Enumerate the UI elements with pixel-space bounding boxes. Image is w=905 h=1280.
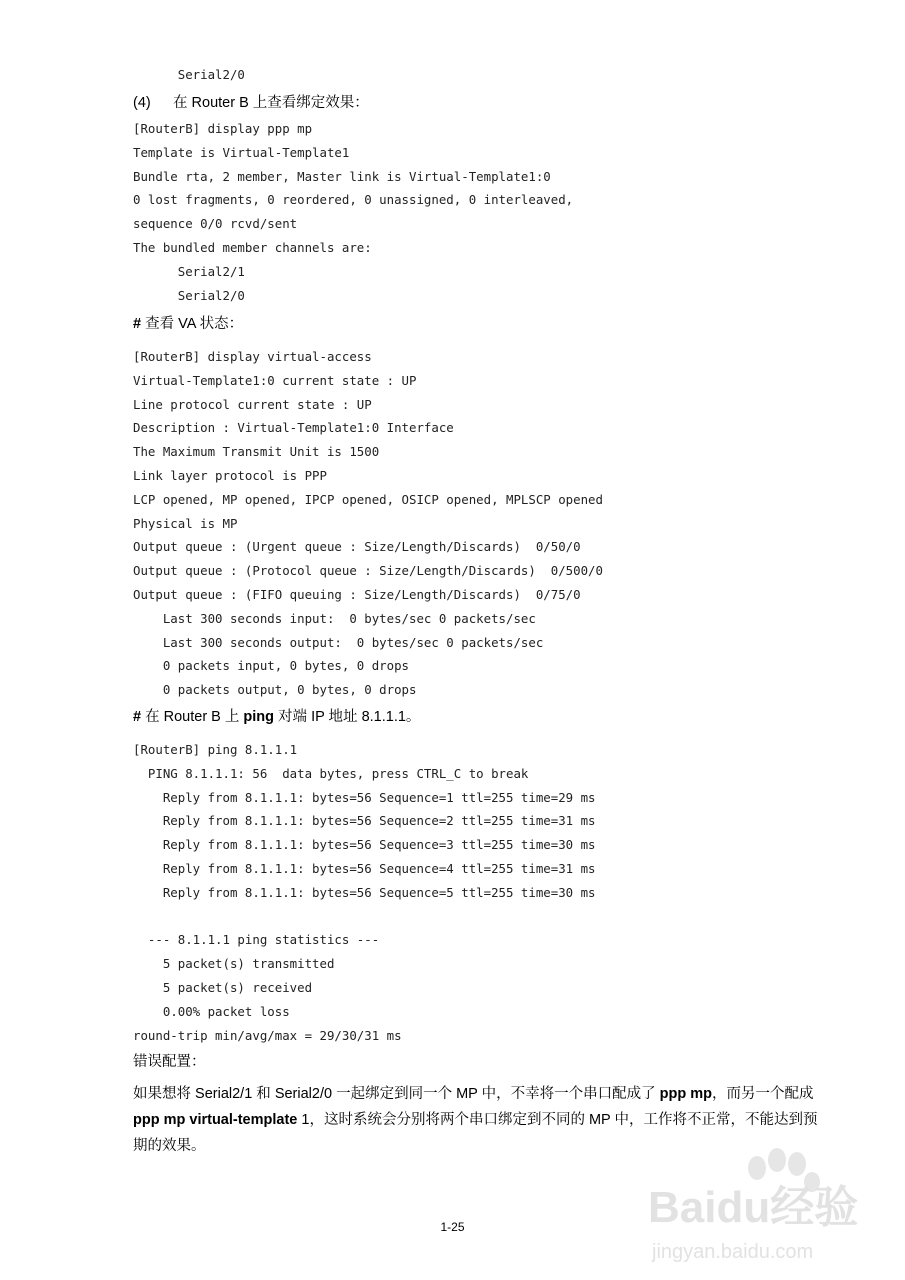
heading-ping-post: 对端 IP 地址 8.1.1.1。 — [274, 709, 421, 725]
code-line: [RouterB] display virtual-access — [133, 349, 372, 364]
code-line: Serial2/1 — [133, 263, 245, 279]
code-line: Output queue : (FIFO queuing : Size/Length/Discards) 0/75/0 — [133, 587, 581, 602]
error-text-1: 如果想将 Serial2/1 和 Serial2/0 一起绑定到同一个 MP 中，不幸将一个串口配成了 — [133, 1086, 660, 1102]
code-line: The Maximum Transmit Unit is 1500 — [133, 444, 380, 460]
heading-ping — [133, 707, 420, 727]
code-line: PING 8.1.1.1: 56 data bytes, press CTRL_C to break — [133, 765, 529, 781]
step-number: (4) — [133, 95, 151, 111]
code-line: Last 300 seconds input: 0 bytes/sec 0 packets/sec — [133, 610, 536, 626]
watermark-logo: Baidu经验 — [648, 1183, 859, 1232]
step-4-heading — [133, 93, 369, 113]
code-line: Serial2/0 — [133, 287, 245, 303]
step-router: Router B — [191, 95, 249, 111]
heading-va-text: 查看 VA 状态： — [141, 316, 244, 332]
code-line: Physical is MP — [133, 515, 238, 531]
code-line: Description : Virtual-Template1:0 Interface — [133, 420, 454, 436]
code-line: Reply from 8.1.1.1: bytes=56 Sequence=2 ttl=255 time=31 ms — [133, 813, 596, 829]
code-line: round-trip min/avg/max = 29/30/31 ms — [133, 1027, 402, 1043]
step-text-end: 上查看绑定效果： — [248, 95, 369, 111]
heading-error-config: 错误配置： — [133, 1054, 206, 1070]
watermark-url: jingyan.baidu.com — [652, 1241, 814, 1263]
code-line: [RouterB] display ppp mp — [133, 121, 313, 136]
code-line: Link layer protocol is PPP — [133, 468, 327, 483]
heading-ping-command: ping — [243, 709, 275, 725]
hash-mark: # — [133, 316, 142, 332]
hash-mark: # — [133, 709, 142, 725]
code-line: 5 packet(s) received — [133, 980, 313, 995]
error-cmd-ppp-mp: ppp mp — [659, 1086, 713, 1102]
code-line: Reply from 8.1.1.1: bytes=56 Sequence=1 ttl=255 time=29 ms — [133, 789, 596, 805]
code-line: Reply from 8.1.1.1: bytes=56 Sequence=5 ttl=255 time=30 ms — [133, 884, 596, 900]
code-line: Reply from 8.1.1.1: bytes=56 Sequence=3 ttl=255 time=30 ms — [133, 837, 596, 853]
error-text-3: 1，这时系统会分别将两个串口绑定到不同的 MP 中，工作将不正常，不能达到预期的效果。 — [133, 1112, 818, 1154]
code-line: LCP opened, MP opened, IPCP opened, OSICP opened, MPLSCP opened — [133, 491, 603, 507]
heading-ping-pre: 在 Router B 上 — [141, 709, 244, 725]
code-line: sequence 0/0 rcvd/sent — [133, 216, 298, 232]
code-line: 0 packets input, 0 bytes, 0 drops — [133, 658, 410, 674]
code-line: 0 lost fragments, 0 reordered, 0 unassigned, 0 interleaved, — [133, 192, 574, 208]
code-line: Virtual-Template1:0 current state : UP — [133, 372, 417, 388]
code-line: 0.00% packet loss — [133, 1003, 290, 1019]
code-line: --- 8.1.1.1 ping statistics --- — [133, 932, 380, 948]
heading-va-state — [133, 314, 243, 334]
code-line: [RouterB] ping 8.1.1.1 — [133, 742, 298, 757]
baidu-jingyan-watermark — [640, 1140, 900, 1270]
code-line: Last 300 seconds output: 0 bytes/sec 0 packets/sec — [133, 634, 544, 650]
code-line: Output queue : (Urgent queue : Size/Length/Discards) 0/50/0 — [133, 539, 581, 555]
code-line: Output queue : (Protocol queue : Size/Length/Discards) 0/500/0 — [133, 563, 603, 579]
code-line: Template is Virtual-Template1 — [133, 144, 350, 160]
code-line: Serial2/0 — [133, 67, 245, 82]
code-line: The bundled member channels are: — [133, 240, 372, 255]
code-line: Reply from 8.1.1.1: bytes=56 Sequence=4 ttl=255 time=31 ms — [133, 861, 596, 876]
step-text: 在 — [173, 95, 192, 111]
code-line: 0 packets output, 0 bytes, 0 drops — [133, 682, 417, 698]
error-text-2: ，而另一个配成 — [712, 1086, 814, 1102]
error-cmd-virtual-template: ppp mp virtual-template — [133, 1112, 298, 1128]
page-number: 1-25 — [440, 1220, 465, 1234]
code-line: Bundle rta, 2 member, Master link is Virtual-Template1:0 — [133, 168, 551, 184]
code-line: 5 packet(s) transmitted — [133, 956, 335, 972]
code-line: Line protocol current state : UP — [133, 396, 372, 412]
